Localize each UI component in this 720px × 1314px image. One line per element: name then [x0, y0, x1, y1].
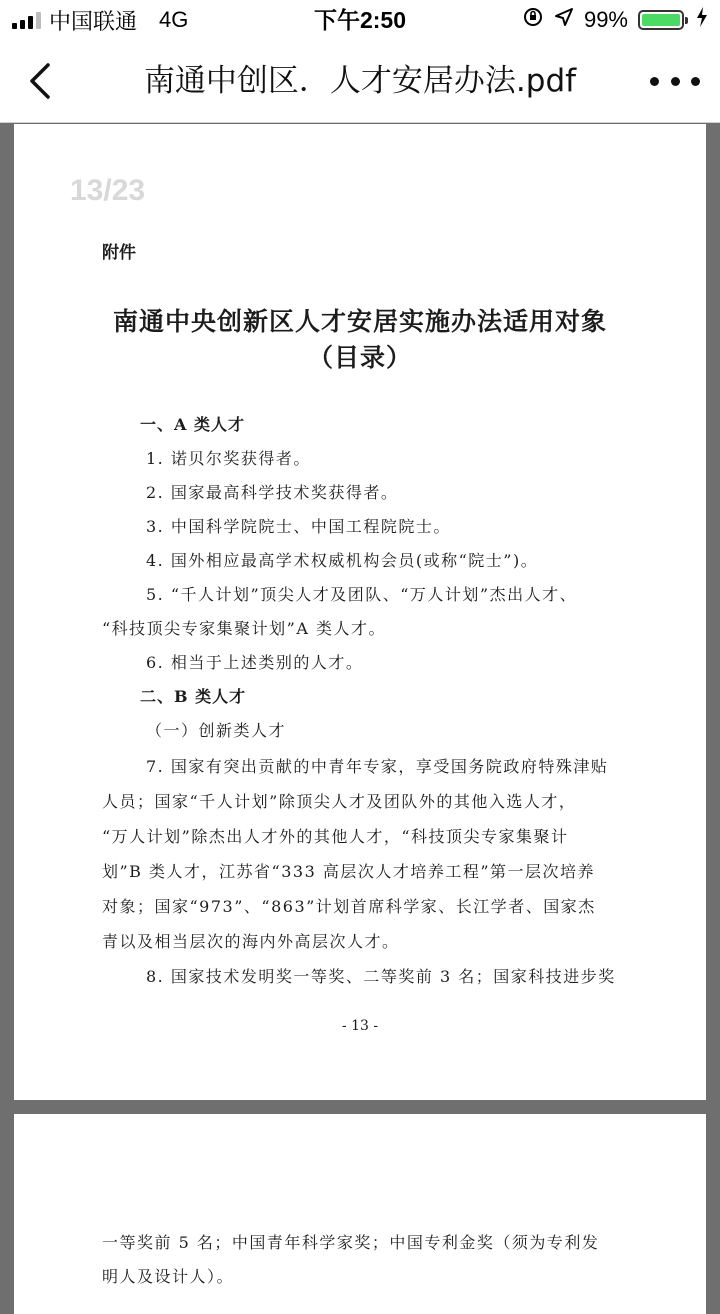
charging-bolt-icon: [696, 7, 708, 33]
text-line: 一等奖前 5 名；中国青年科学家奖；中国专利金奖（须为专利发: [102, 1233, 600, 1252]
network-label: 4G: [159, 7, 189, 32]
battery-percent: 99%: [583, 7, 628, 32]
pdf-page[interactable]: [14, 1114, 706, 1314]
orientation-lock-icon: [522, 6, 544, 34]
back-button[interactable]: [18, 57, 66, 105]
text-line: 5. “千人计划”顶尖人才及团队、“万人计划”杰出人才、: [146, 585, 578, 604]
page-number: - 13 -: [341, 1018, 379, 1034]
battery-icon: [638, 10, 684, 30]
text-line: 8. 国家技术发明奖一等奖、二等奖前 3 名；国家科技进步奖: [146, 967, 616, 986]
attachment-label: 附件: [102, 243, 136, 263]
pdf-page[interactable]: [14, 124, 706, 1100]
text-line: 人员；国家“千人计划”除顶尖人才及团队外的其他入选人才，: [102, 792, 577, 811]
text-line: 1. 诺贝尔奖获得者。: [146, 449, 311, 468]
subsection-heading: （一）创新类人才: [146, 721, 287, 740]
doc-title: 南通中央创新区人才安居实施办法适用对象: [112, 307, 607, 336]
text-line: 划”B 类人才，江苏省“333 高层次人才培养工程”第一层次培养: [102, 862, 596, 881]
document-title: 南通中创区．人才安居办法.pdf: [143, 63, 577, 99]
section-heading: 二、B 类人才: [140, 687, 247, 706]
text-line: “万人计划”除杰出人才外的其他人才，“科技顶尖专家集聚计: [102, 827, 569, 846]
more-button[interactable]: [650, 68, 700, 94]
carrier-label: 中国联通: [49, 8, 138, 34]
chevron-left-icon: [18, 57, 66, 105]
page-indicator: 13/23: [70, 174, 146, 207]
text-line: 4. 国外相应最高学术权威机构会员(或称“院士”)。: [146, 551, 539, 570]
more-dot: [671, 77, 680, 86]
nav-bar: [0, 40, 720, 123]
status-time: 下午2:50: [313, 7, 407, 33]
more-dot: [691, 77, 700, 86]
text-line: 6. 相当于上述类别的人才。: [146, 653, 364, 672]
battery-level-fill: [642, 14, 680, 26]
location-arrow-icon: [554, 7, 574, 33]
text-line: 3. 中国科学院院士、中国工程院院士。: [146, 517, 451, 536]
section-heading: 一、A 类人才: [140, 415, 245, 434]
text-line: 明人及设计人）。: [102, 1267, 235, 1286]
text-line: “科技顶尖专家集聚计划”A 类人才。: [102, 619, 387, 638]
text-line: 青以及相当层次的海内外高层次人才。: [102, 932, 400, 951]
text-line: 2. 国家最高科学技术奖获得者。: [146, 483, 399, 502]
status-right: [522, 6, 708, 34]
more-dot: [650, 77, 659, 86]
status-bar: [0, 0, 720, 40]
text-line: 7. 国家有突出贡献的中青年专家，享受国务院政府特殊津贴: [146, 757, 609, 776]
doc-subtitle: （目录）: [307, 343, 412, 372]
text-line: 对象；国家“973”、“863”计划首席科学家、长江学者、国家杰: [102, 897, 596, 916]
